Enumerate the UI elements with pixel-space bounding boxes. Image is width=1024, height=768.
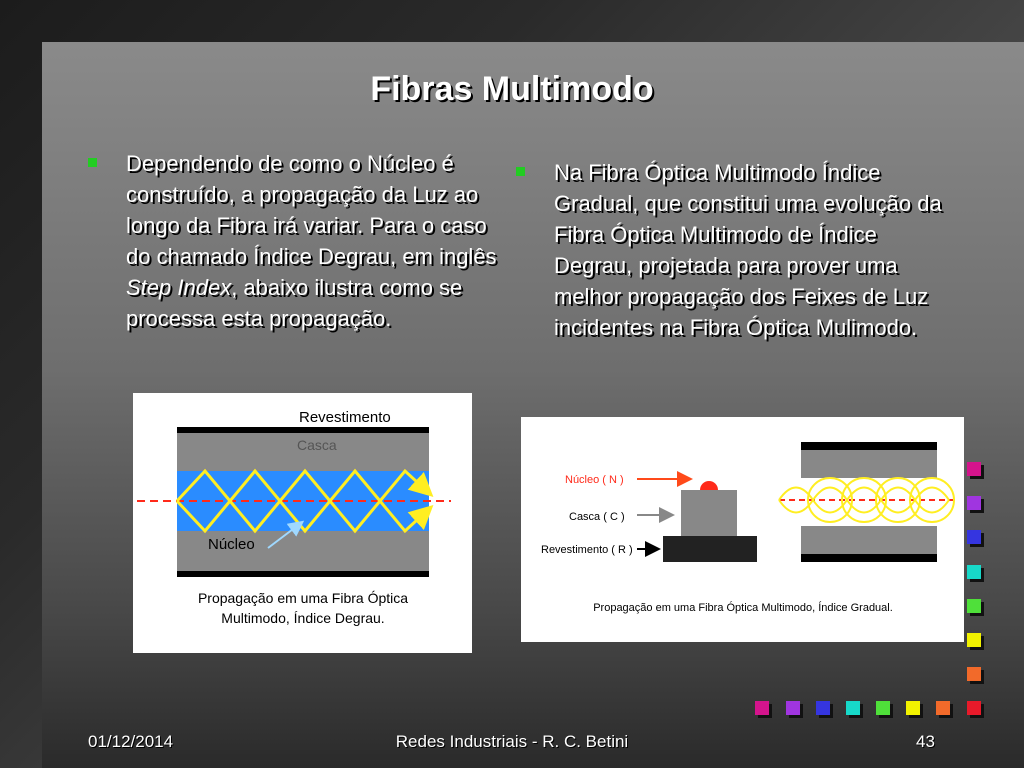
label-revestimento-r: Revestimento ( R ) <box>541 544 633 556</box>
decor-square <box>967 530 981 544</box>
decor-square <box>786 701 800 715</box>
bullet-marker <box>516 167 525 176</box>
decor-square <box>936 701 950 715</box>
caption-line2: Multimodo, Índice Degrau. <box>221 610 385 626</box>
caption-graded: Propagação em uma Fibra Óptica Multimodo, Índice Gradual. <box>593 602 893 614</box>
right-bullet-text: Na Fibra Óptica Multimodo Índice Gradual, que constitui uma evolução da Fibra Óptica Multimodo de Índice Degrau, projetada para prover uma melhor propagação dos Feixes de Luz incidentes na Fibra Óptica Mulimodo. <box>554 160 942 340</box>
right-bullet-block <box>516 157 946 407</box>
decor-square <box>816 701 830 715</box>
cladding-bar-bottom <box>177 571 429 577</box>
label-revestimento: Revestimento <box>299 409 391 426</box>
slide-title: Fibras Multimodo <box>370 70 654 108</box>
page-number: 43 <box>916 732 935 751</box>
fiber-bottom-cladding <box>801 554 937 562</box>
decor-square <box>967 565 981 579</box>
cladding-bar-top <box>177 427 429 433</box>
caption-line1: Propagação em uma Fibra Óptica <box>197 590 409 606</box>
decor-square <box>967 462 981 476</box>
fiber-top-casca <box>801 450 937 478</box>
label-nucleo: Núcleo <box>208 536 255 553</box>
graded-index-figure <box>521 417 964 642</box>
left-bullet-text: Dependendo de como o Núcleo é construído, a propagação da Luz ao longo da Fibra irá variar. Para o caso do chamado Índice Degrau, em inglês Step Index, abaixo ilustra como se processa esta propagação. <box>126 151 497 331</box>
label-casca-c: Casca ( C ) <box>569 511 625 523</box>
decor-square <box>967 633 981 647</box>
casca-block <box>681 490 737 536</box>
label-nucleo-n: Núcleo ( N ) <box>565 474 624 486</box>
footer-title: Redes Industriais - R. C. Betini <box>395 732 629 751</box>
left-bullet-block <box>88 148 498 368</box>
decor-square <box>906 701 920 715</box>
fiber-bottom-casca <box>801 526 937 554</box>
fiber-top-cladding <box>801 442 937 450</box>
wave-paths <box>779 478 954 522</box>
decor-square <box>755 701 769 715</box>
decor-square <box>967 599 981 613</box>
decor-square <box>846 701 860 715</box>
decor-square <box>967 496 981 510</box>
decor-square <box>967 667 981 681</box>
decor-square <box>876 701 890 715</box>
revestimento-block <box>663 536 757 562</box>
label-casca: Casca <box>297 437 337 453</box>
footer-date: 01/12/2014 <box>88 732 174 751</box>
decor-square <box>967 701 981 715</box>
bullet-marker <box>88 158 97 167</box>
step-index-figure <box>133 393 472 653</box>
